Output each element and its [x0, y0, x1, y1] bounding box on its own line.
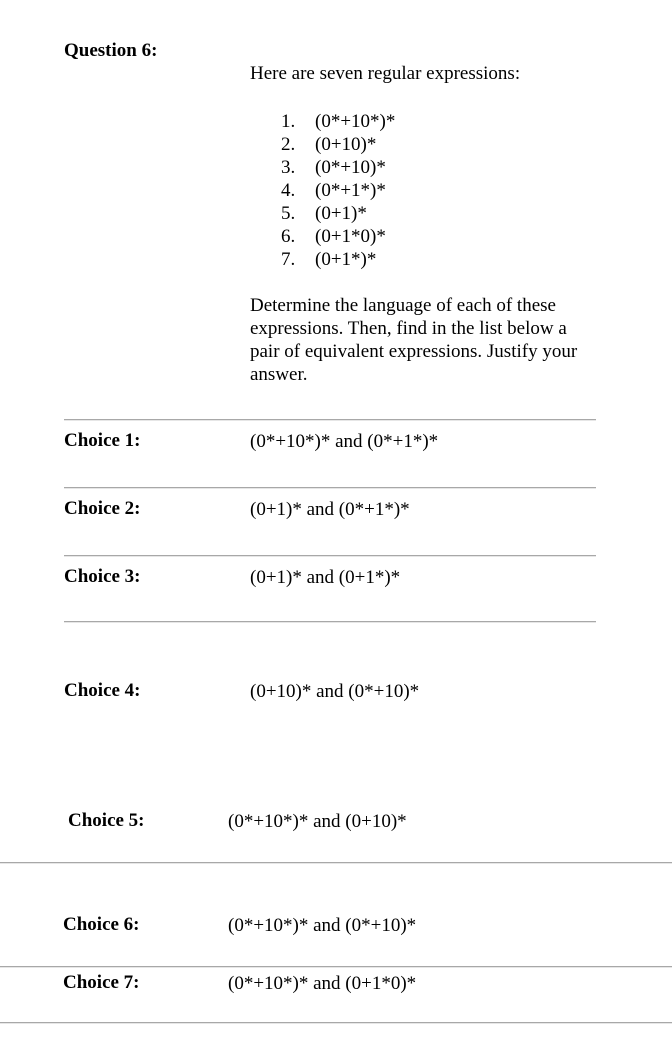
choice-label: Choice 3: [64, 566, 141, 587]
expression-item: 7. (0+1*)* [281, 249, 377, 270]
question-intro: Here are seven regular expressions: [250, 63, 521, 84]
divider [64, 419, 596, 421]
expression-item: 3. (0*+10)* [281, 157, 386, 178]
question-label: Question 6: [64, 40, 158, 61]
choice-label: Choice 2: [64, 498, 141, 519]
choice-label: Choice 5: [68, 810, 145, 831]
expression-item: 5. (0+1)* [281, 203, 367, 224]
choice-label: Choice 6: [63, 914, 140, 935]
choice-text: (0+1)* and (0+1*)* [250, 567, 401, 588]
choice-text: (0+1)* and (0*+1*)* [250, 499, 410, 520]
divider [64, 621, 596, 623]
choice-label: Choice 1: [64, 430, 141, 451]
expression-item: 4. (0*+1*)* [281, 180, 386, 201]
divider [0, 862, 672, 864]
expression-item: 1. (0*+10*)* [281, 111, 396, 132]
divider [64, 487, 596, 489]
choice-text: (0*+10*)* and (0*+10)* [228, 915, 417, 936]
expression-item: 6. (0+1*0)* [281, 226, 386, 247]
question-instructions: Determine the language of each of these expressions. Then, find in the list below a pair of equivalent expressions. Justify your answer. [250, 295, 578, 385]
expression-list [281, 110, 481, 271]
divider [0, 1022, 672, 1024]
choice-label: Choice 7: [63, 972, 140, 993]
divider [0, 966, 672, 968]
expression-item: 2. (0+10)* [281, 134, 377, 155]
choice-text: (0*+10*)* and (0*+1*)* [250, 431, 439, 452]
choice-text: (0*+10*)* and (0+1*0)* [228, 973, 417, 994]
divider [64, 555, 596, 557]
choice-text: (0+10)* and (0*+10)* [250, 681, 420, 702]
choice-label: Choice 4: [64, 680, 141, 701]
choice-text: (0*+10*)* and (0+10)* [228, 811, 407, 832]
